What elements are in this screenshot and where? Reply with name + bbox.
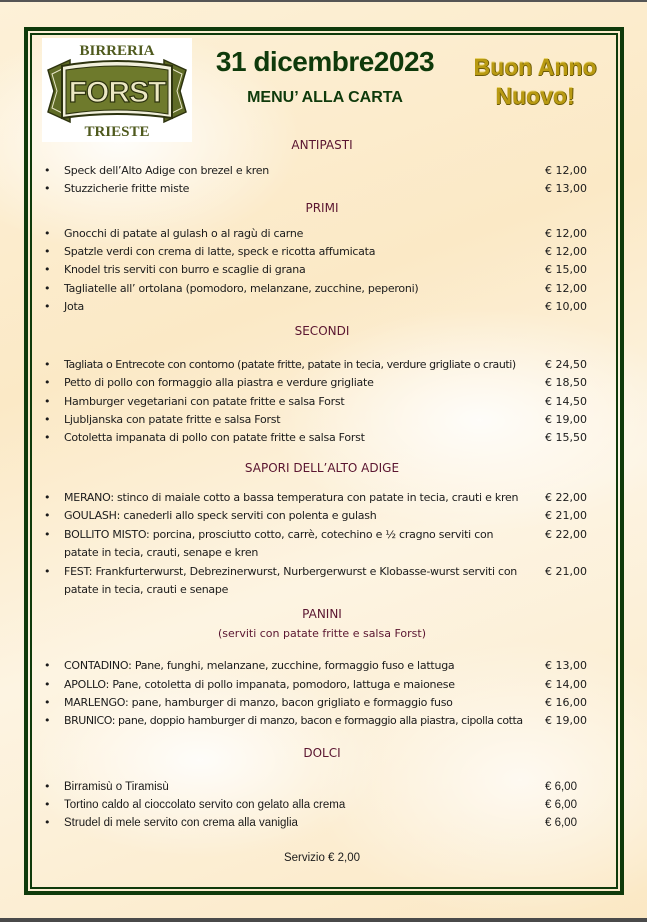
- bullet-icon: •: [44, 358, 51, 371]
- bullet-icon: •: [44, 659, 51, 672]
- item-description: GOULASH: canederli allo speck serviti con polenta e gulash: [64, 509, 377, 522]
- section-title-panini: PANINI: [302, 607, 342, 621]
- item-price: € 12,00: [545, 245, 587, 258]
- item-price: € 15,50: [545, 431, 587, 444]
- bullet-icon: •: [44, 798, 51, 811]
- new-year-greeting: [460, 53, 610, 111]
- logo-brand-text: FORST: [68, 76, 166, 109]
- item-description: Spatzle verdi con crema di latte, speck e ricotta affumicata: [64, 245, 376, 258]
- bottom-edge-line: [0, 918, 647, 922]
- item-price: € 21,00: [545, 565, 587, 578]
- item-price: € 13,00: [545, 659, 587, 672]
- bullet-icon: •: [44, 431, 51, 444]
- item-description: Knodel tris serviti con burro e scaglie di grana: [64, 263, 306, 276]
- bullet-icon: •: [44, 182, 51, 195]
- item-description: Birramisù o Tiramisù: [64, 781, 169, 793]
- item-price: € 6,00: [545, 817, 577, 829]
- item-description: APOLLO: Pane, cotoletta di pollo impanata, pomodoro, lattuga e maionese: [64, 678, 455, 691]
- item-price: € 18,50: [545, 376, 587, 389]
- bullet-icon: •: [44, 300, 51, 313]
- item-description: Strudel di mele servito con crema alla vaniglia: [64, 817, 298, 829]
- greeting-line-1: Buon Anno: [473, 54, 597, 80]
- bullet-icon: •: [44, 696, 51, 709]
- greeting-line-2: Nuovo!: [495, 83, 575, 109]
- bullet-icon: •: [44, 395, 51, 408]
- birreria-forst-logo: [42, 38, 192, 142]
- bullet-icon: •: [44, 565, 51, 578]
- item-price: € 19,00: [545, 714, 587, 727]
- item-description: MERANO: stinco di maiale cotto a bassa temperatura con patate in tecia, crauti e kren: [64, 491, 519, 504]
- item-description: Jota: [64, 300, 85, 313]
- item-price: € 10,00: [545, 300, 587, 313]
- item-description: Ljubljanska con patate fritte e salsa Forst: [64, 413, 281, 426]
- item-description: FEST: Frankfurterwurst, Debrezinerwurst, Nurbergerwurst e Klobasse-wurst serviti con patate in tecia, crauti e senape: [64, 565, 518, 596]
- bullet-icon: •: [44, 528, 51, 541]
- bullet-icon: •: [44, 245, 51, 258]
- item-description: Petto di pollo con formaggio alla piastra e verdure grigliate: [64, 376, 374, 389]
- section-title-sapori-alto-adige: SAPORI DELL’ALTO ADIGE: [244, 461, 400, 475]
- section-title-primi: PRIMI: [305, 201, 339, 215]
- section-title-antipasti: ANTIPASTI: [291, 138, 353, 152]
- item-price: € 24,50: [545, 358, 587, 371]
- item-description: Hamburger vegetariani con patate fritte e salsa Forst: [64, 395, 345, 408]
- top-edge-line: [0, 0, 647, 2]
- item-description: CONTADINO: Pane, funghi, melanzane, zucchine, formaggio fuso e lattuga: [64, 659, 455, 672]
- item-price: € 12,00: [545, 164, 587, 177]
- item-price: € 12,00: [545, 282, 587, 295]
- item-price: € 19,00: [545, 413, 587, 426]
- item-price: € 13,00: [545, 182, 587, 195]
- bullet-icon: •: [44, 164, 51, 177]
- bullet-icon: •: [44, 509, 51, 522]
- item-price: € 16,00: [545, 696, 587, 709]
- item-price: € 14,00: [545, 678, 587, 691]
- logo-top-text: BIRRERIA: [79, 43, 155, 59]
- section-title-secondi: SECONDI: [294, 324, 350, 338]
- item-price: € 21,00: [545, 509, 587, 522]
- menu-date-title: 31 dicembre2023: [215, 46, 435, 77]
- panini-note: (serviti con patate fritte e salsa Forst): [218, 627, 426, 640]
- item-description: BRUNICO: pane, doppio hamburger di manzo, bacon e formaggio alla piastra, cipolla cotta: [64, 714, 523, 727]
- item-price: € 12,00: [545, 227, 587, 240]
- item-description: Cotoletta impanata di pollo con patate fritte e salsa Forst: [64, 431, 365, 444]
- item-description: BOLLITO MISTO: porcina, prosciutto cotto, carrè, cotechino e ½ cragno serviti con patate in tecia, crauti, senape e kren: [64, 528, 494, 559]
- item-description: Tagliata o Entrecote con contorno (patate fritte, patate in tecia, verdure grigliate o crauti): [64, 358, 516, 371]
- bullet-icon: •: [44, 282, 51, 295]
- item-price: € 6,00: [545, 781, 577, 793]
- bullet-icon: •: [44, 413, 51, 426]
- item-price: € 6,00: [545, 799, 577, 811]
- item-price: € 22,00: [545, 528, 587, 541]
- item-description: Tagliatelle all’ ortolana (pomodoro, melanzane, zucchine, peperoni): [64, 282, 419, 295]
- bullet-icon: •: [44, 376, 51, 389]
- section-title-dolci: DOLCI: [303, 746, 341, 760]
- item-description: Gnocchi di patate al gulash o al ragù di carne: [64, 227, 304, 240]
- item-description: Tortino caldo al cioccolato servito con gelato alla crema: [64, 799, 346, 811]
- logo-bottom-text: TRIESTE: [84, 124, 150, 140]
- item-price: € 15,00: [545, 263, 587, 276]
- item-description: MARLENGO: pane, hamburger di manzo, bacon grigliato e formaggio fuso: [64, 696, 453, 709]
- bullet-icon: •: [44, 227, 51, 240]
- bullet-icon: •: [44, 714, 51, 727]
- service-charge: Servizio € 2,00: [283, 852, 361, 864]
- bullet-icon: •: [44, 491, 51, 504]
- item-price: € 22,00: [545, 491, 587, 504]
- item-description: Speck dell’Alto Adige con brezel e kren: [64, 164, 270, 177]
- item-description: Stuzzicherie fritte miste: [64, 182, 190, 195]
- bullet-icon: •: [44, 780, 51, 793]
- bullet-icon: •: [44, 263, 51, 276]
- item-price: € 14,50: [545, 395, 587, 408]
- menu-subtitle: MENU’ ALLA CARTA: [247, 89, 403, 106]
- bullet-icon: •: [44, 816, 51, 829]
- bullet-icon: •: [44, 678, 51, 691]
